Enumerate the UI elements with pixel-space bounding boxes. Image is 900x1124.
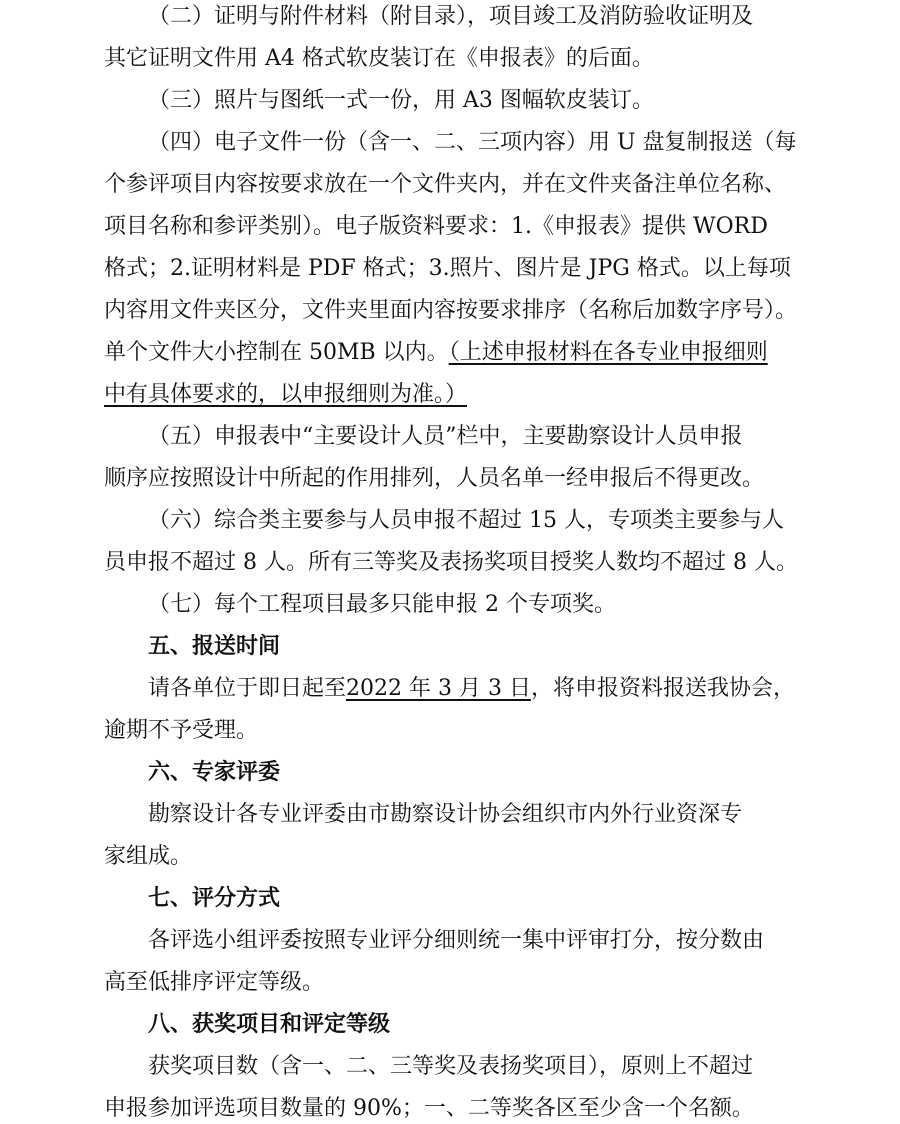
paragraph-6-line-1: （六）综合类主要参与人员申报不超过 15 人，专项类主要参与人 xyxy=(148,508,784,533)
paragraph-4-line-3: 项目名称和参评类别）。电子版资料要求：1.《申报表》提供 WORD xyxy=(104,214,768,239)
paragraph-3-line-1: （三）照片与图纸一式一份，用 A3 图幅软皮装订。 xyxy=(148,88,654,113)
paragraph-6-line-2: 员申报不超过 8 人。所有三等奖及表扬奖项目授奖人数均不超过 8 人。 xyxy=(104,550,798,575)
section-7-line-2: 高至低排序评定等级。 xyxy=(104,970,325,995)
paragraph-5-line-1: （五）申报表中“主要设计人员”栏中，主要勘察设计人员申报 xyxy=(148,424,743,449)
paragraph-7-line-1: （七）每个工程项目最多只能申报 2 个专项奖。 xyxy=(148,592,616,617)
section-6-heading: 六、专家评委 xyxy=(148,760,281,785)
section-5-line-2: 逾期不予受理。 xyxy=(104,718,259,743)
paragraph-4-line-1: （四）电子文件一份（含一、二、三项内容）用 U 盘复制报送（每 xyxy=(148,130,797,155)
paragraph-4-line-7-underlined: 中有具体要求的，以申报细则为准。） xyxy=(104,382,468,407)
paragraph-4-line-2: 个参评项目内容按要求放在一个文件夹内，并在文件夹备注单位名称、 xyxy=(104,172,787,197)
section-6-line-2: 家组成。 xyxy=(104,844,193,869)
paragraph-4-line-5: 内容用文件夹区分，文件夹里面内容按要求排序（名称后加数字序号）。 xyxy=(104,298,798,323)
paragraph-5-line-2: 顺序应按照设计中所起的作用排列，人员名单一经申报后不得更改。 xyxy=(104,466,765,491)
paragraph-4-line-6-underlined: （上述申报材料在各专业申报细则 xyxy=(448,340,768,365)
section-8-line-2: 申报参加评选项目数量的 90%；一、二等奖各区至少含一个名额。 xyxy=(104,1096,754,1121)
section-7-line-1: 各评选小组评委按照专业评分细则统一集中评审打分，按分数由 xyxy=(148,928,765,953)
section-5-line-1 xyxy=(148,674,848,704)
section-7-heading: 七、评分方式 xyxy=(148,886,281,911)
paragraph-4-line-4: 格式；2.证明材料是 PDF 格式；3.照片、图片是 JPG 格式。以上每项 xyxy=(104,256,791,281)
section-6-line-1: 勘察设计各专业评委由市勘察设计协会组织市内外行业资深专 xyxy=(148,802,743,827)
paragraph-4-line-7 xyxy=(104,380,804,410)
section-5-line-1-after: ，将申报资料报送我协会， xyxy=(530,676,795,701)
paragraph-2-line-1: （二）证明与附件材料（附目录），项目竣工及消防验收证明及 xyxy=(148,4,754,29)
section-5-line-1-before: 请各单位于即日起至 xyxy=(148,676,347,701)
paragraph-4-line-6-plain: 单个文件大小控制在 50MB 以内。 xyxy=(104,340,449,365)
section-8-heading: 八、获奖项目和评定等级 xyxy=(148,1012,391,1037)
section-5-heading: 五、报送时间 xyxy=(148,634,281,659)
paragraph-2-line-2: 其它证明文件用 A4 格式软皮装订在《申报表》的后面。 xyxy=(104,46,654,71)
section-8-line-1: 获奖项目数（含一、二、三等奖及表扬奖项目），原则上不超过 xyxy=(148,1054,754,1079)
paragraph-4-line-6 xyxy=(104,338,804,368)
submission-deadline-date: 2022 年 3 月 3 日 xyxy=(346,676,531,701)
